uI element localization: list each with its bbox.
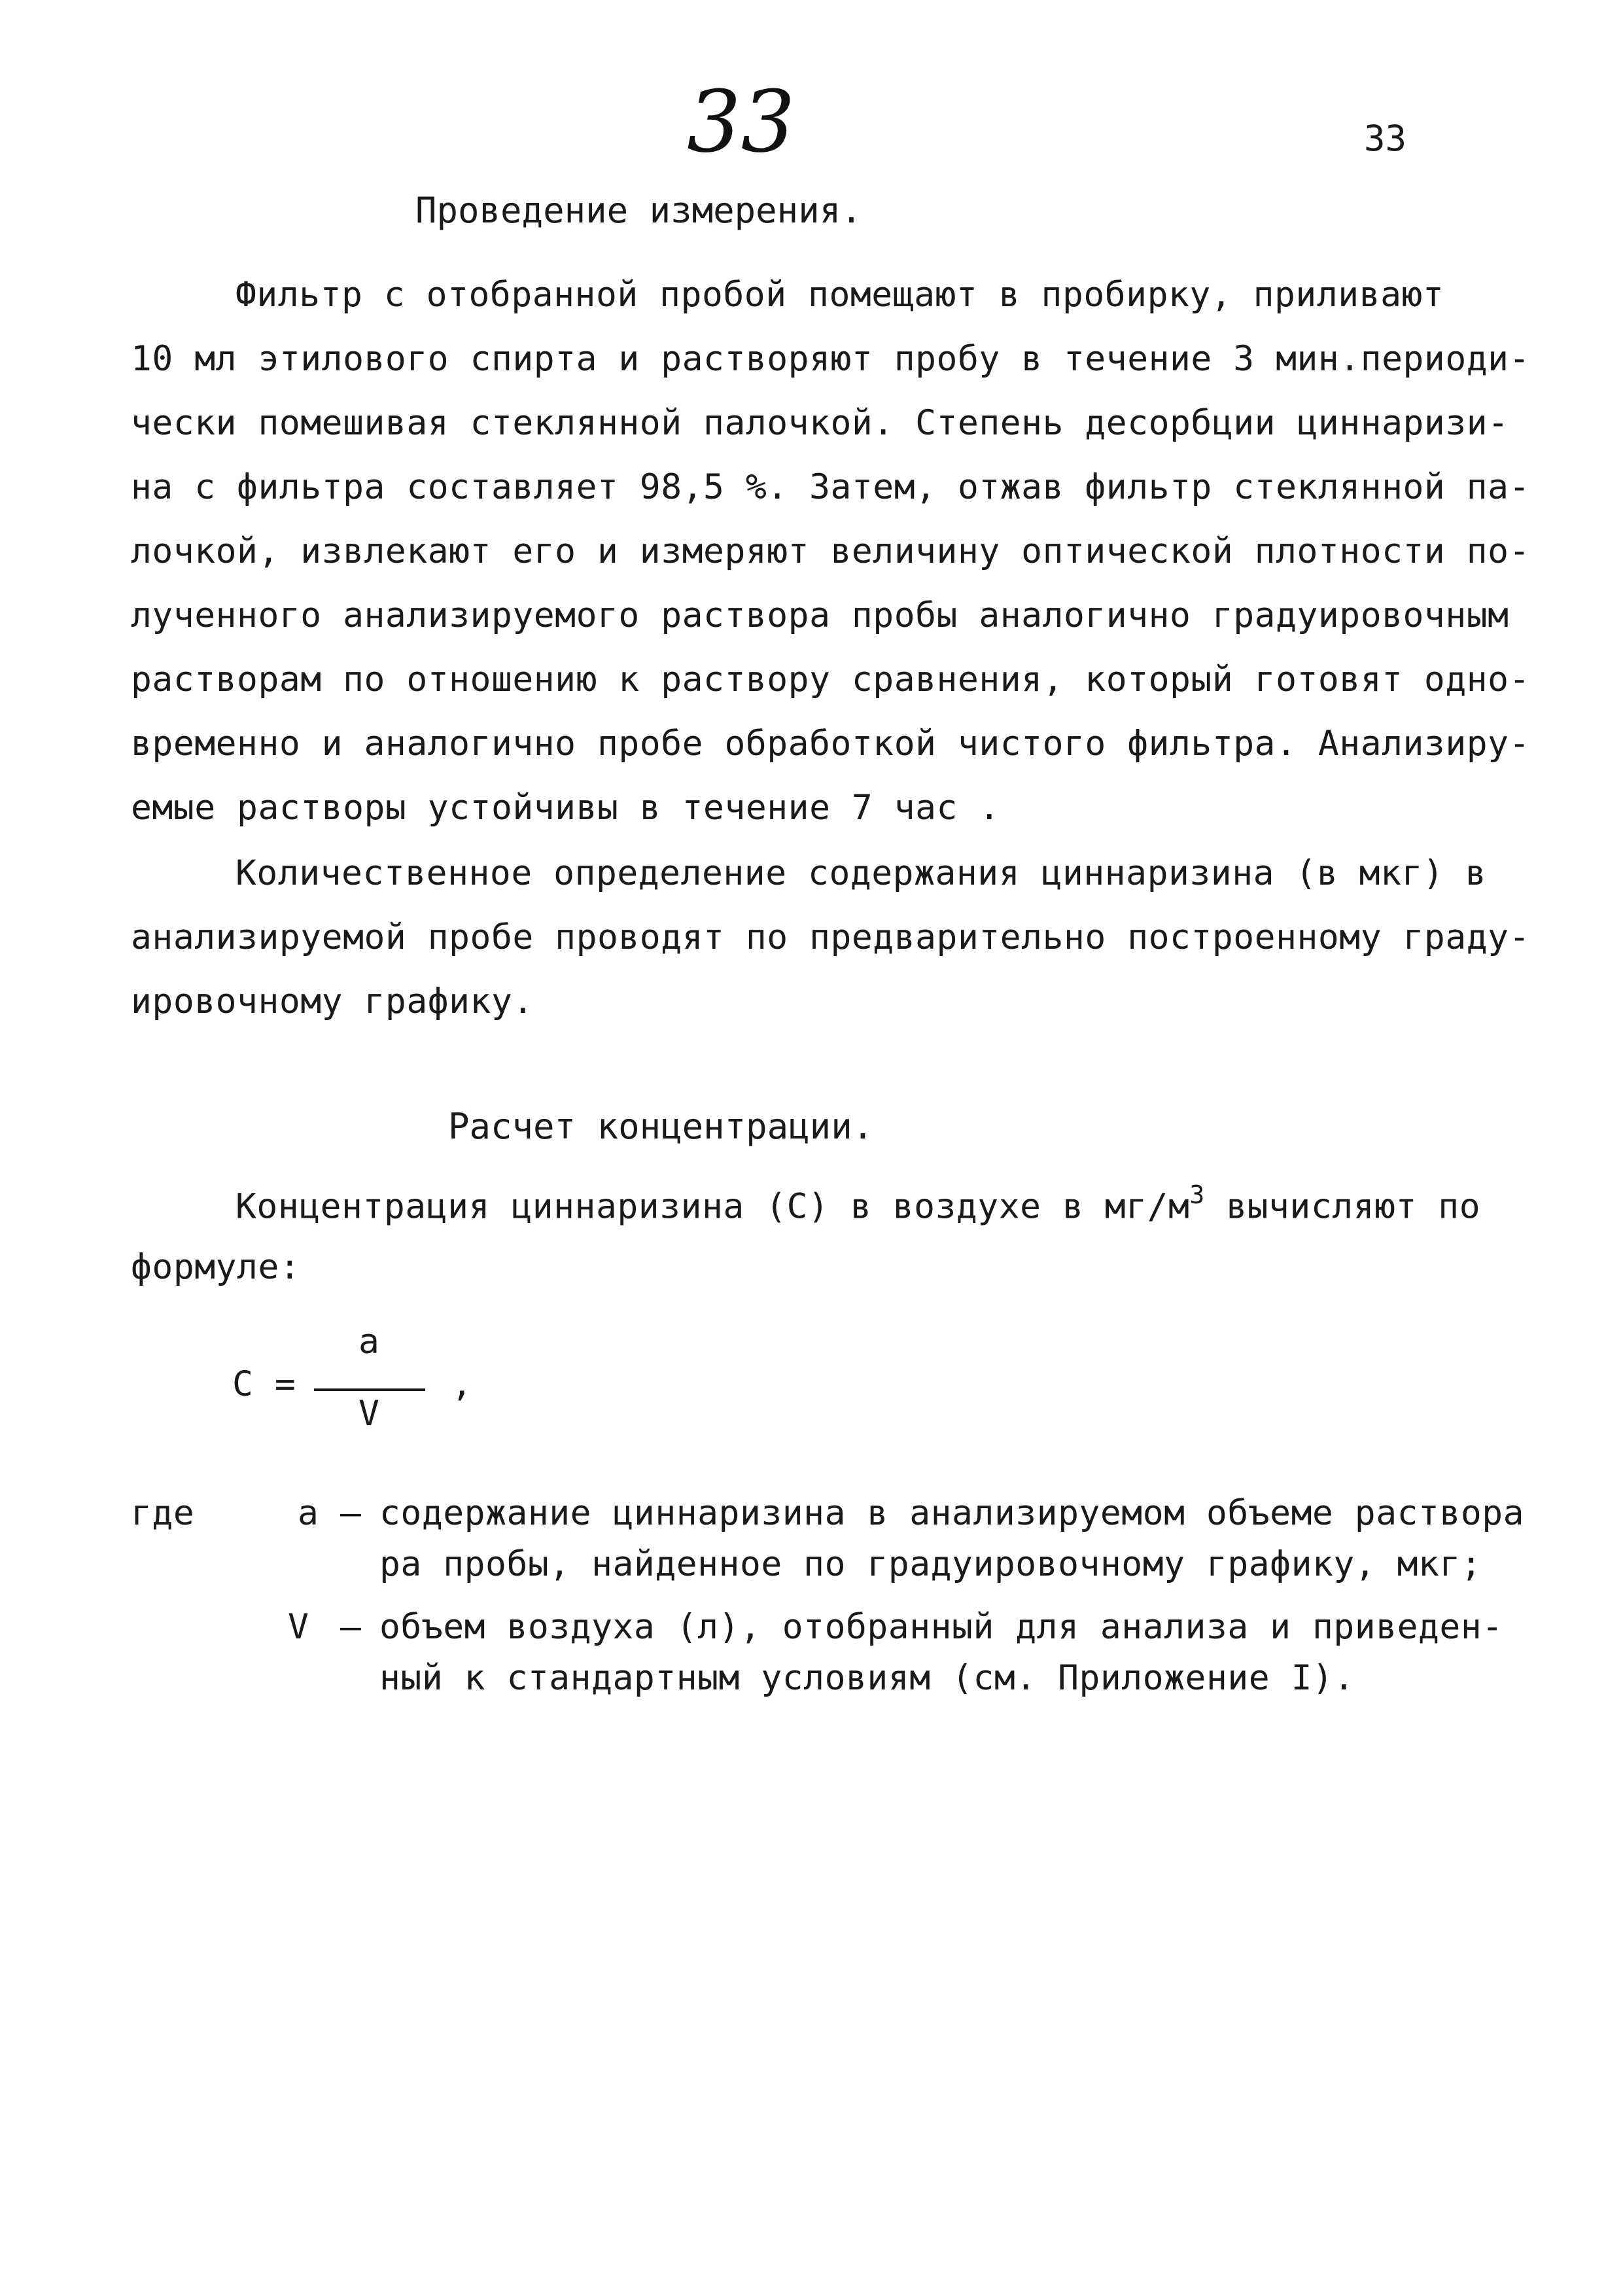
text-line: растворам по отношению к раствору сравнения, который готовят одно- <box>131 660 1530 699</box>
intro-superscript: 3 <box>1189 1180 1205 1209</box>
text-line: ировочному графику. <box>131 981 534 1021</box>
section-heading-measurement: Проведение измерения. <box>415 190 862 231</box>
text-line: на с фильтра составляет 98,5 %. Затем, отжав фильтр стеклянной па- <box>131 467 1530 507</box>
definition-symbol-a: а <box>298 1493 319 1533</box>
fraction-bar <box>314 1388 425 1391</box>
definition-text-line: ный к стандартным условиям (см. Приложение I). <box>379 1658 1355 1698</box>
text-line: лученного анализируемого раствора пробы аналогично градуировочным <box>131 595 1509 635</box>
definition-dash: – <box>340 1493 362 1533</box>
formula-numerator: а <box>358 1322 380 1362</box>
text-line: Фильтр с отобранной пробой помещают в пробирку, приливают <box>236 275 1444 315</box>
definition-dash: – <box>340 1607 362 1647</box>
text-line: лочкой, извлекают его и измеряют величину оптической плотности по- <box>131 531 1530 571</box>
section-heading-calculation: Расчет концентрации. <box>448 1106 874 1147</box>
printed-page-number: 33 <box>1364 118 1407 159</box>
intro-text-end: вычисляют по <box>1204 1186 1481 1227</box>
where-label: где <box>131 1493 195 1533</box>
definition-text-line: объем воздуха (л), отобранный для анализа и приведен- <box>379 1607 1503 1647</box>
text-line: 10 мл этилового спирта и растворяют пробу в течение 3 мин.периоди- <box>131 339 1530 379</box>
definition-text-line: ра пробы, найденное по градуировочному графику, мкг; <box>379 1544 1482 1584</box>
text-line: временно и аналогично пробе обработкой чистого фильтра. Анализиру- <box>131 724 1530 764</box>
text-line: чески помешивая стеклянной палочкой. Степень десорбции циннаризи- <box>131 403 1509 443</box>
text-line: формуле: <box>131 1247 301 1287</box>
text-line: Количественное определение содержания циннаризина (в мкг) в <box>236 853 1487 893</box>
formula-trailing-comma: , <box>451 1364 473 1404</box>
definition-text-line: содержание циннаризина в анализируемом объеме раствора <box>379 1493 1525 1533</box>
text-line: емые растворы устойчивы в течение 7 час . <box>131 788 1000 828</box>
formula-lhs: С = <box>232 1364 296 1404</box>
intro-text: Концентрация циннаризина (С) в воздухе в мг/м <box>236 1186 1190 1227</box>
definition-symbol-v: V <box>288 1607 309 1647</box>
text-line: анализируемой пробе проводят по предварительно построенному граду- <box>131 917 1530 957</box>
formula-denominator: V <box>358 1394 380 1434</box>
handwritten-page-number: 33 <box>687 72 795 171</box>
text-line <box>236 1180 1481 1227</box>
